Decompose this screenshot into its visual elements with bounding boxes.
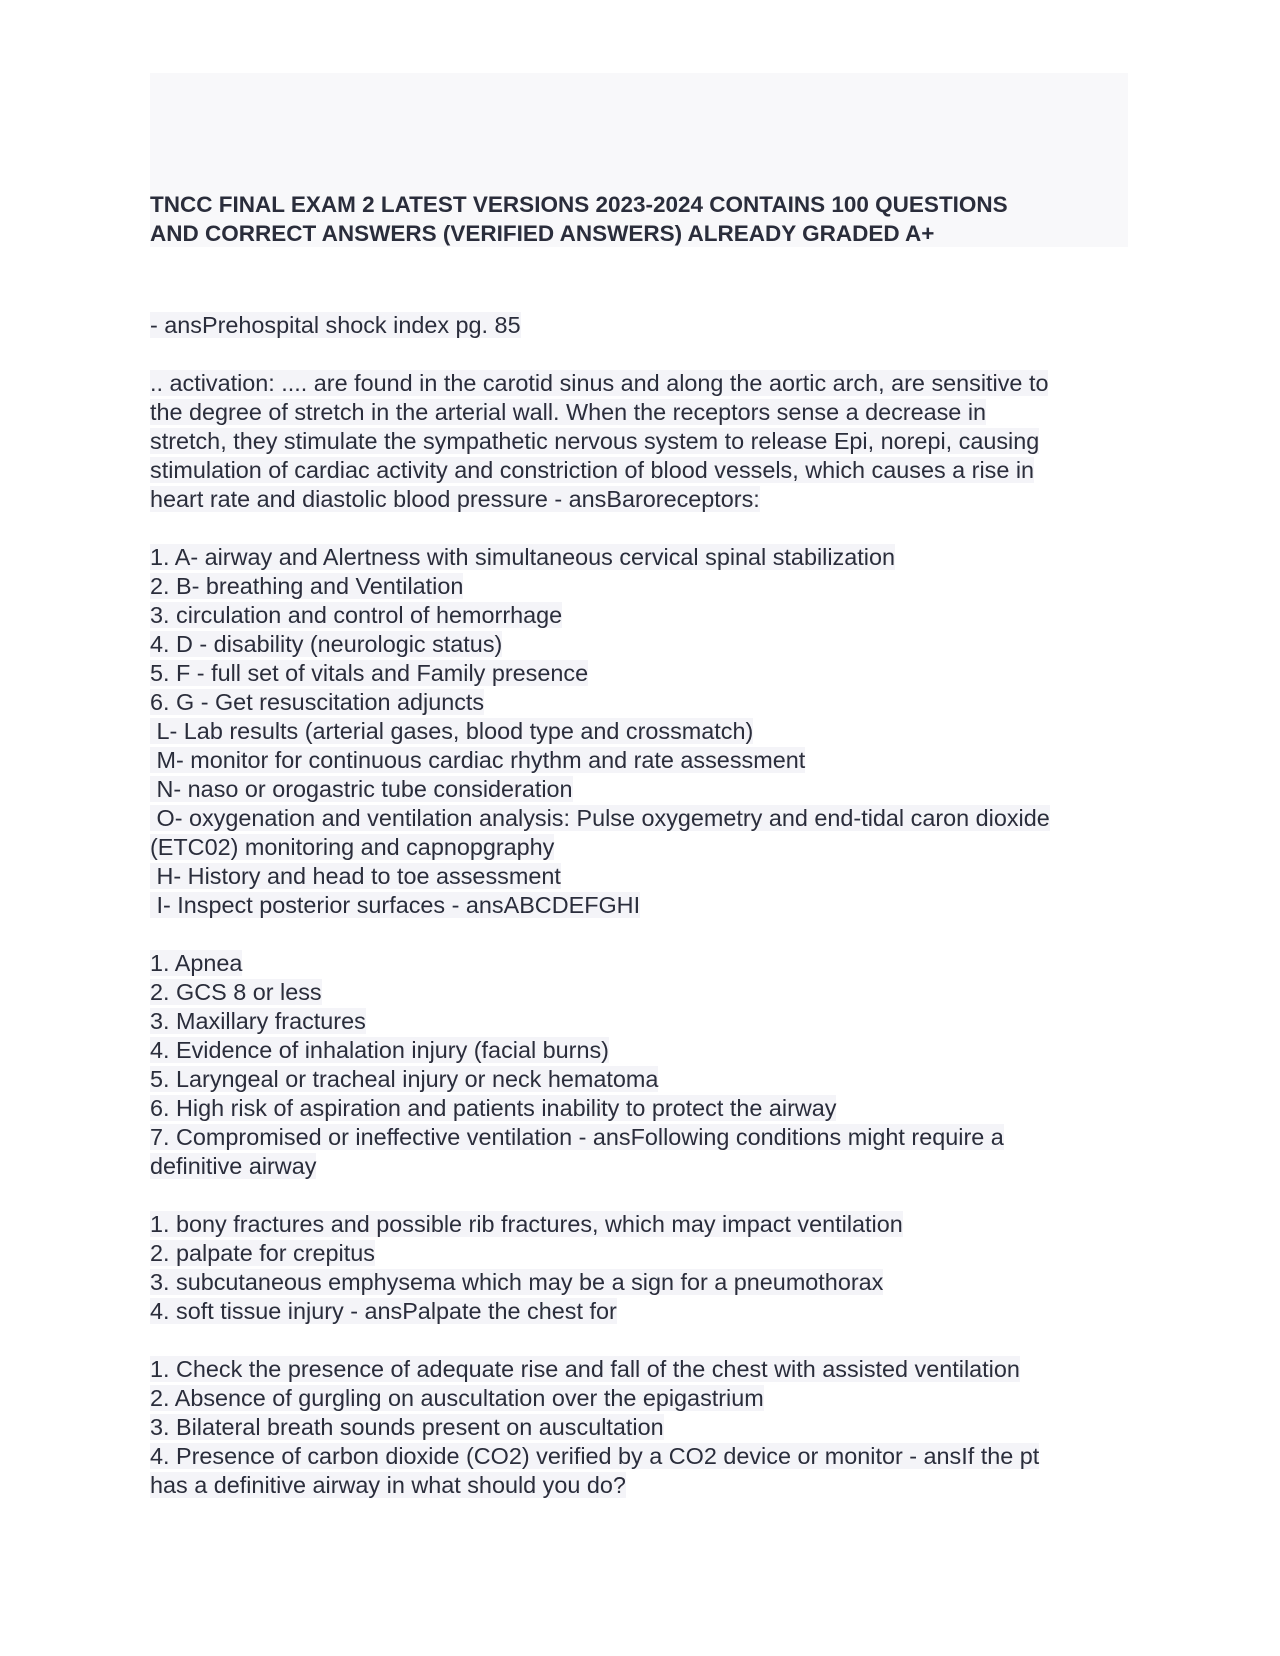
paragraph [150, 1355, 1150, 1500]
line-wrapper [150, 804, 1150, 833]
line-wrapper [150, 311, 1150, 340]
paragraph [150, 311, 1150, 340]
line-wrapper [150, 1355, 1150, 1384]
text-line: has a definitive airway in what should you do? [150, 1472, 626, 1498]
text-line: 1. A- airway and Alertness with simultaneous cervical spinal stabilization [150, 544, 895, 570]
text-line: H- History and head to toe assessment [150, 863, 561, 889]
line-wrapper [150, 659, 1150, 688]
line-wrapper [150, 717, 1150, 746]
line-wrapper [150, 1442, 1150, 1471]
text-line: 5. F - full set of vitals and Family presence [150, 660, 589, 686]
text-line: M- monitor for continuous cardiac rhythm and rate assessment [150, 747, 806, 773]
text-line: .. activation: .... are found in the carotid sinus and along the aortic arch, are sensitive to [150, 370, 1049, 396]
line-wrapper [150, 485, 1150, 514]
paragraph [150, 1210, 1150, 1326]
text-line: 1. Check the presence of adequate rise and fall of the chest with assisted ventilation [150, 1356, 1020, 1382]
line-wrapper [150, 1210, 1150, 1239]
text-line: 3. subcutaneous emphysema which may be a sign for a pneumothorax [150, 1269, 884, 1295]
paragraph [150, 369, 1150, 514]
text-line: L- Lab results (arterial gases, blood type and crossmatch) [150, 718, 754, 744]
line-wrapper [150, 427, 1150, 456]
text-line: definitive airway [150, 1153, 317, 1179]
line-wrapper [150, 456, 1150, 485]
text-line: 1. bony fractures and possible rib fractures, which may impact ventilation [150, 1211, 903, 1237]
text-line: N- naso or orogastric tube consideration [150, 776, 573, 802]
text-line: 7. Compromised or ineffective ventilation - ansFollowing conditions might require a [150, 1124, 1004, 1150]
text-line: 2. GCS 8 or less [150, 979, 322, 1005]
line-wrapper [150, 543, 1150, 572]
line-wrapper [150, 833, 1150, 862]
line-wrapper [150, 891, 1150, 920]
text-line: the degree of stretch in the arterial wall. When the receptors sense a decrease in [150, 399, 987, 425]
text-line: 2. palpate for crepitus [150, 1240, 375, 1266]
text-line: 4. Presence of carbon dioxide (CO2) verified by a CO2 device or monitor - ansIf the pt [150, 1443, 1040, 1469]
text-line: (ETC02) monitoring and capnopgraphy [150, 834, 555, 860]
line-wrapper [150, 1413, 1150, 1442]
line-wrapper [150, 1239, 1150, 1268]
line-wrapper [150, 572, 1150, 601]
line-wrapper [150, 1471, 1150, 1500]
line-wrapper [150, 398, 1150, 427]
text-line: 4. soft tissue injury - ansPalpate the chest for [150, 1298, 617, 1324]
text-line: - ansPrehospital shock index pg. 85 [150, 312, 521, 338]
line-wrapper [150, 775, 1150, 804]
line-wrapper [150, 1007, 1150, 1036]
document-title [150, 190, 1130, 248]
line-wrapper [150, 630, 1150, 659]
text-line: 6. G - Get resuscitation adjuncts [150, 689, 485, 715]
line-wrapper [150, 1297, 1150, 1326]
line-wrapper [150, 1268, 1150, 1297]
text-line: 4. Evidence of inhalation injury (facial burns) [150, 1037, 609, 1063]
line-wrapper [150, 1123, 1150, 1152]
text-line: stretch, they stimulate the sympathetic nervous system to release Epi, norepi, causing [150, 428, 1040, 454]
line-wrapper [150, 369, 1150, 398]
line-wrapper [150, 978, 1150, 1007]
text-line: 4. D - disability (neurologic status) [150, 631, 503, 657]
paragraph [150, 543, 1150, 920]
text-line: 2. B- breathing and Ventilation [150, 573, 464, 599]
line-wrapper [150, 601, 1150, 630]
line-wrapper [150, 1036, 1150, 1065]
text-line: 3. Maxillary fractures [150, 1008, 366, 1034]
text-line: 6. High risk of aspiration and patients inability to protect the airway [150, 1095, 837, 1121]
text-line: 3. circulation and control of hemorrhage [150, 602, 563, 628]
line-wrapper [150, 1152, 1150, 1181]
title-line: AND CORRECT ANSWERS (VERIFIED ANSWERS) ALREADY GRADED A+ [150, 221, 935, 246]
document-body [150, 311, 1150, 1529]
line-wrapper [150, 1065, 1150, 1094]
line-wrapper [150, 746, 1150, 775]
line-wrapper [150, 862, 1150, 891]
text-line: heart rate and diastolic blood pressure - ansBaroreceptors: [150, 486, 760, 512]
text-line: I- Inspect posterior surfaces - ansABCDEFGHI [150, 892, 641, 918]
paragraph [150, 949, 1150, 1181]
line-wrapper [150, 1094, 1150, 1123]
text-line: 1. Apnea [150, 950, 243, 976]
line-wrapper [150, 949, 1150, 978]
text-line: 3. Bilateral breath sounds present on auscultation [150, 1414, 664, 1440]
line-wrapper [150, 688, 1150, 717]
title-line: TNCC FINAL EXAM 2 LATEST VERSIONS 2023-2024 CONTAINS 100 QUESTIONS [150, 192, 1008, 217]
text-line: O- oxygenation and ventilation analysis: Pulse oxygemetry and end-tidal caron dioxide [150, 805, 1050, 831]
text-line: 2. Absence of gurgling on auscultation over the epigastrium [150, 1385, 764, 1411]
line-wrapper [150, 1384, 1150, 1413]
text-line: stimulation of cardiac activity and constriction of blood vessels, which causes a rise in [150, 457, 1035, 483]
text-line: 5. Laryngeal or tracheal injury or neck hematoma [150, 1066, 659, 1092]
